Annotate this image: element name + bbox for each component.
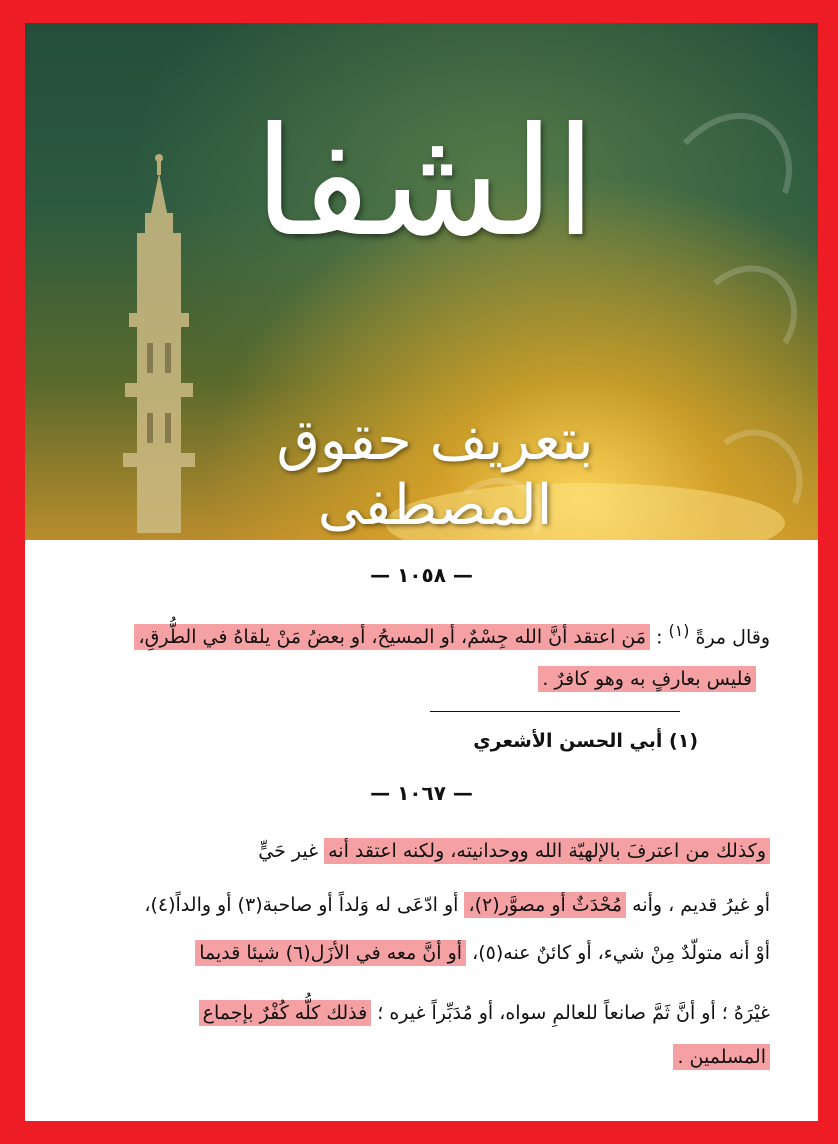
quote-line-1 [134,615,770,653]
highlighted-quote-end: فليس بعارفٍ به وهو كافرٌ . [538,666,756,692]
passage-line-1 [258,835,770,867]
highlighted-passage-5: المسلمين . [673,1044,770,1070]
book-subtitle: بتعريف حقوق المصطفى [276,408,594,538]
passage-line-2-end: أو ادّعَى له وَلداً أو صاحبة(٣) أو والداً(٤)، [144,894,459,916]
passage-line-3 [195,937,770,969]
passage-line-2-start: أو غيرُ قديم ، وأنه [632,894,770,916]
footnote-ref-1: (١) [668,621,690,640]
footnote-1: (١) أبي الحسن الأشعري [473,730,698,752]
passage-line-5 [673,1041,770,1073]
page-frame [25,23,818,1121]
book-cover-banner [25,23,818,540]
passage-line-2 [144,889,770,921]
passage-line-3-start: أوْ أنه متولّدٌ مِنْ شيء، أو كائنٌ عنه(٥)، [472,942,770,964]
passage-line-4 [199,997,770,1029]
highlighted-passage-2: مُحْدَثٌ أو مصوَّر(٢)، [464,892,626,918]
footnote-divider [430,711,680,712]
passage-line-1-end: غير حَيٍّ [258,840,319,862]
quote-line-2 [538,663,756,695]
quote-colon: : [656,626,663,649]
book-title: الشفا [253,96,597,270]
quote-intro: وقال مرةً [695,626,770,649]
highlighted-quote: مَن اعتقد أنَّ الله جِسْمٌ، أو المسيحُ، أو بعضُ مَنْ يلقاهُ في الطُّرقِ، [134,624,650,650]
page-number-1058: — ١٠٥٨ — [370,563,473,587]
highlighted-passage-4: فذلك كلُّه كُفْرٌ بإجماع [199,1000,372,1026]
passage-line-4-start: غيْرَهُ ؛ أو أنَّ ثَمَّ صانعاً للعالمِ سواه، أو مُدَبِّراً غيره ؛ [377,1002,770,1024]
page-number-1067: — ١٠٦٧ — [370,781,473,805]
highlighted-passage-3: أو أنَّ معه في الأزَل(٦) شيئا قديما [195,940,466,966]
highlighted-passage-1: وكذلك من اعترفَ بالإلهيّة الله ووحدانيته، ولكنه اعتقد أنه [324,838,770,864]
